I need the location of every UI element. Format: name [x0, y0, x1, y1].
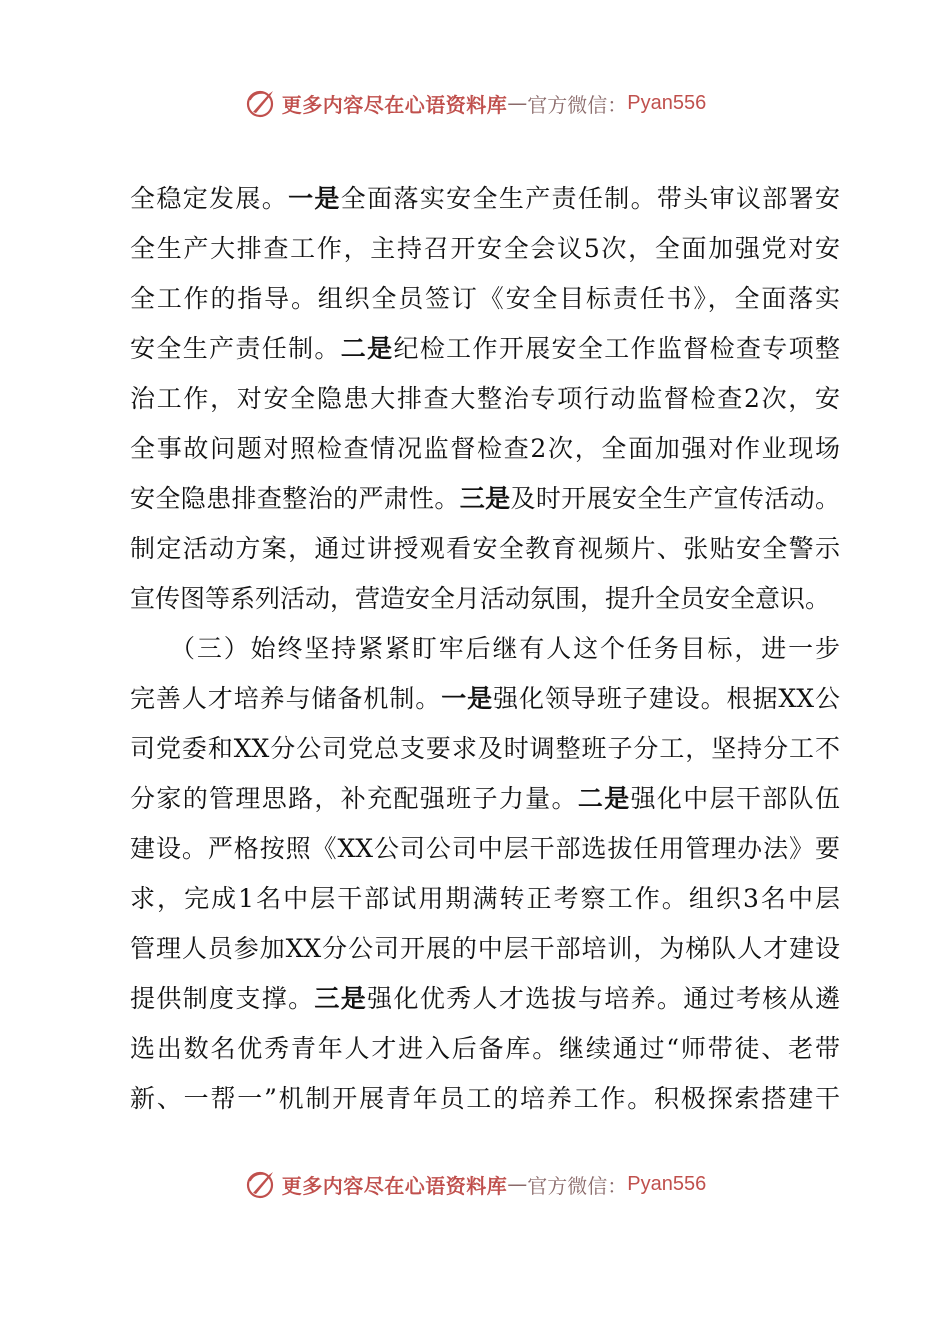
body-text: 全工作的指导。组织全员签订《安全目标责任书》，全面落实 [130, 284, 840, 313]
body-text: 分家的管理思路，补充配强班子力量。 [130, 784, 578, 813]
body-text: 纪检工作开展安全工作监督检查专项整 [393, 334, 840, 363]
text-line [130, 924, 840, 974]
banner-wechat-id: Pyan556 [627, 91, 707, 114]
document-body [130, 174, 840, 1124]
banner-wechat-id: Pyan556 [627, 1172, 707, 1195]
body-text: 全生产大排查工作，主持召开安全会议5次，全面加强党对安 [130, 234, 840, 263]
body-text: 安全生产责任制。 [130, 334, 341, 363]
body-text: 强化中层干部队伍 [630, 784, 840, 813]
body-text: 强化领导班子建设。根据XX公 [493, 684, 840, 713]
footer-banner [0, 1164, 950, 1204]
body-text: 全事故问题对照检查情况监督检查2次，全面加强对作业现场 [130, 434, 840, 463]
quill-logo-icon [244, 86, 278, 120]
text-line [130, 874, 840, 924]
body-text: 选出数名优秀青年人才进入后备库。继续通过“师带徒、老带 [130, 1034, 840, 1063]
body-text: 安全隐患排查整治的严肃性。 [130, 484, 460, 513]
body-text: 提供制度支撑。 [130, 984, 315, 1013]
banner-separator: — [507, 1172, 528, 1196]
text-line [130, 574, 840, 624]
text-line [130, 474, 840, 524]
text-line [130, 374, 840, 424]
banner-separator: — [507, 91, 528, 115]
text-line [130, 324, 840, 374]
emphasis-text: 二是 [577, 784, 631, 813]
body-text: 司党委和XX分公司党总支要求及时调整班子分工，坚持分工不 [130, 734, 840, 763]
body-text: 强化优秀人才选拔与培养。通过考核从遴 [367, 984, 840, 1013]
body-text: （三）始终坚持紧紧盯牢后继有人这个任务目标，进一步 [170, 634, 840, 663]
text-line [130, 174, 840, 224]
body-text: 管理人员参加XX分公司开展的中层干部培训，为梯队人才建设 [130, 934, 840, 963]
emphasis-text: 三是 [314, 984, 368, 1013]
text-line [130, 674, 840, 724]
text-line [130, 424, 840, 474]
text-line [130, 824, 840, 874]
body-text: 及时开展安全生产宣传活动。 [510, 484, 840, 513]
banner-brand: 更多内容尽在心语资料库 [281, 92, 508, 117]
text-line [130, 774, 840, 824]
body-text: 新、一帮一”机制开展青年员工的培养工作。积极探索搭建干 [130, 1084, 840, 1113]
text-line [130, 274, 840, 324]
emphasis-text: 二是 [340, 334, 394, 363]
body-text: 制定活动方案，通过讲授观看安全教育视频片、张贴安全警示 [130, 534, 840, 563]
body-text: 完善人才培养与储备机制。 [130, 684, 442, 713]
text-line [130, 724, 840, 774]
emphasis-text: 一是 [441, 684, 494, 713]
body-text: 建设。严格按照《XX公司公司中层干部选拔任用管理办法》要 [130, 834, 840, 863]
text-line [130, 1074, 840, 1124]
text-line [130, 974, 840, 1024]
emphasis-text: 三是 [459, 484, 511, 513]
text-line [130, 1024, 840, 1074]
text-line [130, 624, 840, 674]
header-banner [0, 83, 950, 123]
banner-wechat-label: 官方微信： [527, 1173, 628, 1198]
body-text: 宣传图等系列活动，营造安全月活动氛围，提升全员安全意识。 [130, 584, 831, 613]
body-text: 治工作，对安全隐患大排查大整治专项行动监督检查2次，安 [130, 384, 840, 413]
text-line [130, 224, 840, 274]
body-text: 全面落实安全生产责任制。带头审议部署安 [340, 184, 840, 213]
text-line [130, 524, 840, 574]
banner-wechat-label: 官方微信： [527, 92, 628, 117]
emphasis-text: 一是 [288, 184, 341, 213]
body-text: 全稳定发展。 [130, 184, 289, 213]
banner-brand: 更多内容尽在心语资料库 [281, 1173, 508, 1198]
body-text: 求，完成1名中层干部试用期满转正考察工作。组织3名中层 [130, 884, 840, 913]
quill-logo-icon [244, 1167, 278, 1201]
